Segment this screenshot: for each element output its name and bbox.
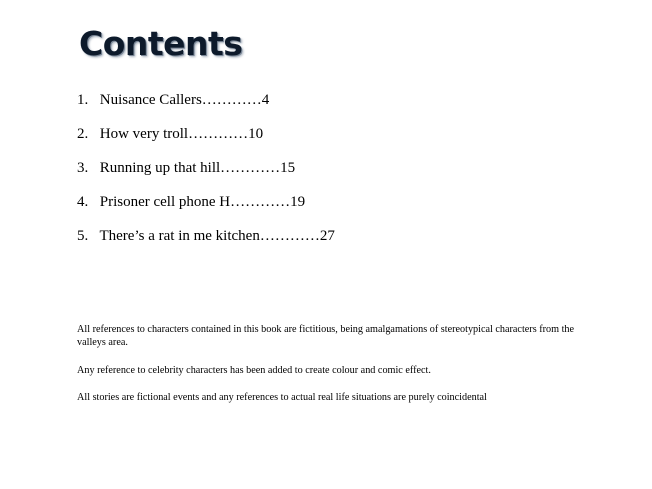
toc-entry [77,124,335,158]
disclaimer-characters: All references to characters contained in this book are fictitious, being amalgamations of stereotypical characters from the valleys area. [77,324,575,348]
toc-entry [77,90,335,124]
toc-entry-text: Prisoner cell phone H…………19 [99,194,306,210]
toc-entry-text: Nuisance Callers…………4 [99,92,270,108]
toc-entry-number: 3. [77,160,89,176]
toc-entry [77,192,335,226]
toc-entry-number: 5. [77,228,89,244]
table-of-contents [77,90,335,260]
toc-entry-number: 4. [77,194,89,210]
page-title: Contents [79,24,243,63]
toc-entry [77,226,335,260]
disclaimer-fiction: All stories are fictional events and any references to actual real life situations are purely coincidental [77,392,487,403]
disclaimer-celebrities: Any reference to celebrity characters has been added to create colour and comic effect. [77,365,431,376]
toc-entry-text: How very troll…………10 [99,126,264,142]
disclaimer-notes [77,323,587,418]
toc-entry [77,158,335,192]
toc-entry-text: There’s a rat in me kitchen…………27 [99,228,335,244]
toc-entry-text: Running up that hill…………15 [99,160,296,176]
toc-entry-number: 1. [77,92,89,108]
toc-entry-number: 2. [77,126,89,142]
